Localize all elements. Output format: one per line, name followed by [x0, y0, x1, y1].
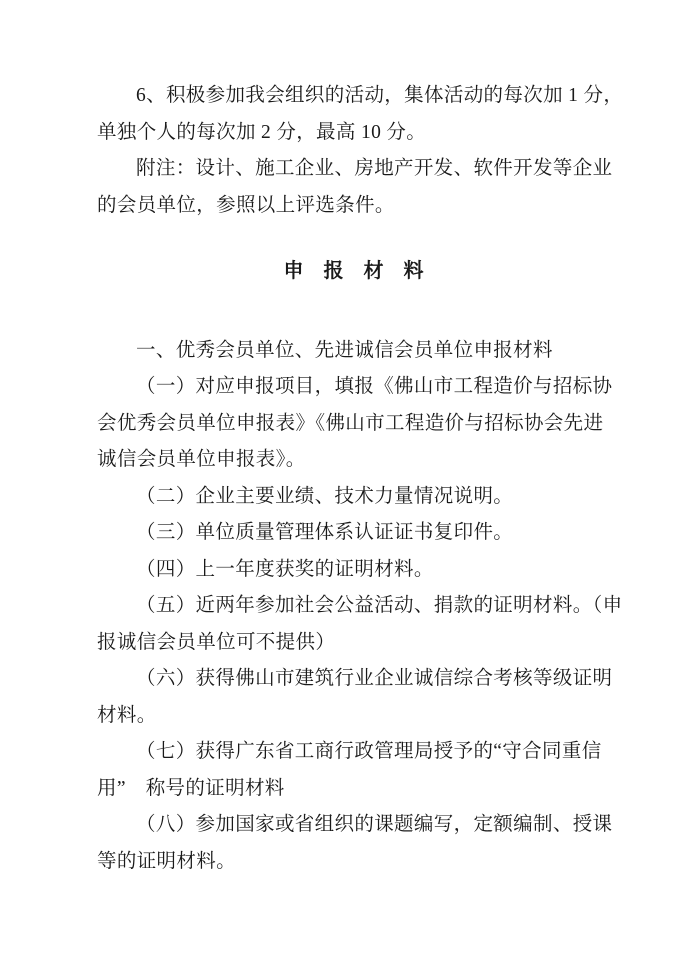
document-line: 一、优秀会员单位、先进诚信会员单位申报材料 [136, 339, 553, 361]
document-line: 报诚信会员单位可不提供） [97, 631, 336, 653]
document-line: 用” 称号的证明材料 [97, 777, 285, 799]
document-line: （二）企业主要业绩、技术力量情况说明。 [136, 485, 514, 507]
section-heading: 申 报 材 料 [283, 260, 427, 282]
document-line: （一）对应申报项目，填报《佛山市工程造价与招标协 [136, 376, 613, 397]
document-line: 材料。 [97, 704, 157, 726]
document-line: 诚信会员单位申报表》。 [97, 449, 306, 470]
document-line: （八）参加国家或省组织的课题编写，定额编制、授课 [136, 814, 613, 835]
document-line: 单独个人的每次加 2 分，最高 10 分。 [97, 121, 427, 143]
document-line: 的会员单位，参照以上评选条件。 [97, 194, 395, 216]
document-line: 等的证明材料。 [97, 850, 236, 872]
document-line: （四）上一年度获奖的证明材料。 [136, 558, 434, 580]
document-line: （三）单位质量管理体系认证证书复印件。 [136, 522, 514, 543]
document-line: （六）获得佛山市建筑行业企业诚信综合考核等级证明 [136, 668, 613, 689]
document-line: 6、积极参加我会组织的活动，集体活动的每次加 1 分， [136, 85, 624, 106]
document-line: 附注：设计、施工企业、房地产开发、软件开发等企业 [136, 158, 613, 179]
document-line: （七）获得广东省工商行政管理局授予的“守合同重信 [136, 741, 602, 762]
document-line: （五）近两年参加社会公益活动、捐款的证明材料。（申 [136, 595, 623, 616]
document-content [97, 78, 624, 880]
document-line: 会优秀会员单位申报表》《佛山市工程造价与招标协会先进 [97, 412, 604, 434]
